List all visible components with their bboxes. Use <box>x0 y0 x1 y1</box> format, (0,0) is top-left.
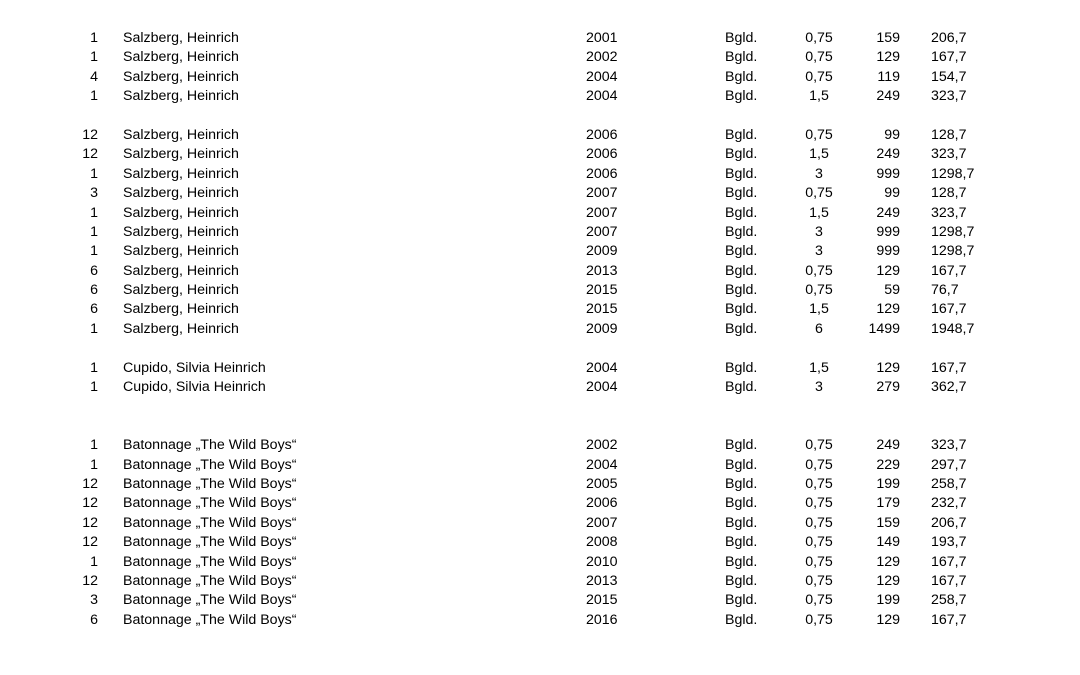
total-cell: 258,7 <box>931 592 967 609</box>
total-cell: 154,7 <box>931 68 967 85</box>
total-cell: 206,7 <box>931 514 967 531</box>
group-spacer <box>0 397 1080 416</box>
quantity-cell: 1 <box>90 49 98 66</box>
region-cell: Bgld. <box>725 49 758 66</box>
vintage-cell: 2010 <box>586 553 618 570</box>
price-cell: 999 <box>876 165 900 182</box>
wine-name-cell: Salzberg, Heinrich <box>123 49 239 66</box>
list-row <box>0 494 1080 513</box>
volume-cell: 0,75 <box>805 534 833 551</box>
region-cell: Bgld. <box>725 379 758 396</box>
price-cell: 119 <box>877 68 900 85</box>
vintage-cell: 2004 <box>586 68 618 85</box>
vintage-cell: 2006 <box>586 495 618 512</box>
region-cell: Bgld. <box>725 185 758 202</box>
region-cell: Bgld. <box>725 456 758 473</box>
price-cell: 99 <box>884 126 900 143</box>
price-cell: 149 <box>876 534 900 551</box>
list-row <box>0 514 1080 533</box>
list-row <box>0 87 1080 106</box>
wine-name-cell: Batonnage „The Wild Boys“ <box>123 456 297 473</box>
wine-name-cell: Salzberg, Heinrich <box>123 223 239 240</box>
total-cell: 76,7 <box>931 282 959 299</box>
volume-cell: 0,75 <box>805 514 833 531</box>
price-cell: 229 <box>876 456 900 473</box>
volume-cell: 0,75 <box>805 456 833 473</box>
quantity-cell: 1 <box>90 456 98 473</box>
vintage-cell: 2015 <box>586 592 618 609</box>
vintage-cell: 2016 <box>586 611 618 628</box>
vintage-cell: 2015 <box>586 282 618 299</box>
price-cell: 249 <box>876 88 900 105</box>
total-cell: 128,7 <box>931 126 967 143</box>
volume-cell: 1,5 <box>809 359 829 376</box>
list-row <box>0 204 1080 223</box>
quantity-cell: 1 <box>90 437 98 454</box>
price-cell: 159 <box>876 30 900 46</box>
quantity-cell: 1 <box>90 379 98 396</box>
region-cell: Bgld. <box>725 223 758 240</box>
wine-name-cell: Batonnage „The Wild Boys“ <box>123 475 297 492</box>
vintage-cell: 2005 <box>586 475 618 492</box>
volume-cell: 0,75 <box>805 126 833 143</box>
region-cell: Bgld. <box>725 126 758 143</box>
price-cell: 1499 <box>868 320 900 337</box>
price-cell: 129 <box>876 553 900 570</box>
quantity-cell: 6 <box>90 262 98 279</box>
volume-cell: 0,75 <box>805 49 833 66</box>
price-cell: 129 <box>876 262 900 279</box>
price-cell: 179 <box>876 495 900 512</box>
vintage-cell: 2001 <box>586 30 618 46</box>
list-row <box>0 300 1080 319</box>
volume-cell: 3 <box>815 223 823 240</box>
wine-name-cell: Salzberg, Heinrich <box>123 165 239 182</box>
price-cell: 249 <box>876 204 900 221</box>
list-row <box>0 475 1080 494</box>
wine-name-cell: Batonnage „The Wild Boys“ <box>123 437 297 454</box>
list-row <box>0 572 1080 591</box>
volume-cell: 0,75 <box>805 68 833 85</box>
vintage-cell: 2004 <box>586 379 618 396</box>
price-cell: 279 <box>876 379 900 396</box>
price-cell: 129 <box>876 611 900 628</box>
vintage-cell: 2015 <box>586 301 618 318</box>
price-cell: 249 <box>876 437 900 454</box>
total-cell: 258,7 <box>931 475 967 492</box>
wine-name-cell: Salzberg, Heinrich <box>123 282 239 299</box>
quantity-cell: 12 <box>82 495 98 512</box>
price-cell: 129 <box>876 572 900 589</box>
volume-cell: 6 <box>815 320 823 337</box>
volume-cell: 0,75 <box>805 185 833 202</box>
volume-cell: 0,75 <box>805 437 833 454</box>
quantity-cell: 1 <box>90 223 98 240</box>
total-cell: 323,7 <box>931 146 967 163</box>
price-cell: 99 <box>884 185 900 202</box>
volume-cell: 3 <box>815 165 823 182</box>
wine-name-cell: Batonnage „The Wild Boys“ <box>123 592 297 609</box>
volume-cell: 0,75 <box>805 572 833 589</box>
vintage-cell: 2002 <box>586 437 618 454</box>
vintage-cell: 2007 <box>586 185 618 202</box>
vintage-cell: 2002 <box>586 49 618 66</box>
region-cell: Bgld. <box>725 592 758 609</box>
volume-cell: 3 <box>815 243 823 260</box>
list-row <box>0 436 1080 455</box>
list-row <box>0 126 1080 145</box>
group-spacer <box>0 107 1080 126</box>
volume-cell: 0,75 <box>805 475 833 492</box>
vintage-cell: 2007 <box>586 223 618 240</box>
price-cell: 999 <box>876 243 900 260</box>
quantity-cell: 1 <box>90 204 98 221</box>
quantity-cell: 3 <box>90 185 98 202</box>
total-cell: 167,7 <box>931 553 967 570</box>
vintage-cell: 2004 <box>586 88 618 105</box>
quantity-cell: 6 <box>90 611 98 628</box>
volume-cell: 0,75 <box>805 30 833 46</box>
region-cell: Bgld. <box>725 243 758 260</box>
total-cell: 167,7 <box>931 611 967 628</box>
quantity-cell: 1 <box>90 359 98 376</box>
vintage-cell: 2006 <box>586 146 618 163</box>
volume-cell: 1,5 <box>809 88 829 105</box>
region-cell: Bgld. <box>725 204 758 221</box>
list-row <box>0 359 1080 378</box>
region-cell: Bgld. <box>725 475 758 492</box>
vintage-cell: 2007 <box>586 514 618 531</box>
region-cell: Bgld. <box>725 282 758 299</box>
list-row <box>0 262 1080 281</box>
list-row <box>0 242 1080 261</box>
total-cell: 167,7 <box>931 301 967 318</box>
total-cell: 1298,7 <box>931 165 975 182</box>
list-row <box>0 533 1080 552</box>
total-cell: 1298,7 <box>931 223 975 240</box>
total-cell: 206,7 <box>931 30 967 46</box>
quantity-cell: 12 <box>82 475 98 492</box>
quantity-cell: 1 <box>90 30 98 46</box>
total-cell: 167,7 <box>931 49 967 66</box>
vintage-cell: 2013 <box>586 572 618 589</box>
quantity-cell: 1 <box>90 320 98 337</box>
total-cell: 1298,7 <box>931 243 975 260</box>
price-cell: 129 <box>876 359 900 376</box>
list-row <box>0 145 1080 164</box>
wine-name-cell: Salzberg, Heinrich <box>123 30 239 46</box>
wine-name-cell: Salzberg, Heinrich <box>123 301 239 318</box>
region-cell: Bgld. <box>725 262 758 279</box>
volume-cell: 0,75 <box>805 282 833 299</box>
vintage-cell: 2004 <box>586 359 618 376</box>
region-cell: Bgld. <box>725 30 758 46</box>
wine-name-cell: Salzberg, Heinrich <box>123 126 239 143</box>
list-row <box>0 611 1080 630</box>
volume-cell: 0,75 <box>805 553 833 570</box>
wine-name-cell: Salzberg, Heinrich <box>123 185 239 202</box>
total-cell: 167,7 <box>931 572 967 589</box>
region-cell: Bgld. <box>725 68 758 85</box>
region-cell: Bgld. <box>725 88 758 105</box>
volume-cell: 1,5 <box>809 146 829 163</box>
total-cell: 323,7 <box>931 88 967 105</box>
price-cell: 129 <box>876 301 900 318</box>
wine-name-cell: Batonnage „The Wild Boys“ <box>123 534 297 551</box>
wine-name-cell: Cupido, Silvia Heinrich <box>123 379 266 396</box>
list-row <box>0 68 1080 87</box>
region-cell: Bgld. <box>725 165 758 182</box>
quantity-cell: 12 <box>82 534 98 551</box>
vintage-cell: 2007 <box>586 204 618 221</box>
total-cell: 1948,7 <box>931 320 975 337</box>
list-row <box>0 165 1080 184</box>
quantity-cell: 1 <box>90 553 98 570</box>
list-row <box>0 184 1080 203</box>
total-cell: 167,7 <box>931 262 967 279</box>
region-cell: Bgld. <box>725 611 758 628</box>
quantity-cell: 12 <box>82 126 98 143</box>
volume-cell: 0,75 <box>805 495 833 512</box>
wine-name-cell: Batonnage „The Wild Boys“ <box>123 514 297 531</box>
total-cell: 128,7 <box>931 185 967 202</box>
vintage-cell: 2006 <box>586 126 618 143</box>
quantity-cell: 1 <box>90 243 98 260</box>
volume-cell: 0,75 <box>805 262 833 279</box>
list-row <box>0 553 1080 572</box>
quantity-cell: 6 <box>90 282 98 299</box>
quantity-cell: 6 <box>90 301 98 318</box>
region-cell: Bgld. <box>725 572 758 589</box>
wine-name-cell: Batonnage „The Wild Boys“ <box>123 611 297 628</box>
region-cell: Bgld. <box>725 359 758 376</box>
list-row <box>0 223 1080 242</box>
total-cell: 193,7 <box>931 534 967 551</box>
wine-name-cell: Salzberg, Heinrich <box>123 262 239 279</box>
region-cell: Bgld. <box>725 320 758 337</box>
quantity-cell: 1 <box>90 88 98 105</box>
vintage-cell: 2004 <box>586 456 618 473</box>
quantity-cell: 3 <box>90 592 98 609</box>
region-cell: Bgld. <box>725 146 758 163</box>
vintage-cell: 2009 <box>586 243 618 260</box>
region-cell: Bgld. <box>725 534 758 551</box>
list-row <box>0 320 1080 339</box>
wine-name-cell: Batonnage „The Wild Boys“ <box>123 572 297 589</box>
price-cell: 59 <box>884 282 900 299</box>
price-cell: 129 <box>876 49 900 66</box>
wine-name-cell: Batonnage „The Wild Boys“ <box>123 495 297 512</box>
vintage-cell: 2006 <box>586 165 618 182</box>
wine-name-cell: Salzberg, Heinrich <box>123 204 239 221</box>
volume-cell: 3 <box>815 379 823 396</box>
region-cell: Bgld. <box>725 553 758 570</box>
group-spacer <box>0 339 1080 358</box>
vintage-cell: 2008 <box>586 534 618 551</box>
volume-cell: 0,75 <box>805 592 833 609</box>
quantity-cell: 12 <box>82 514 98 531</box>
region-cell: Bgld. <box>725 495 758 512</box>
wine-name-cell: Salzberg, Heinrich <box>123 320 239 337</box>
list-row <box>0 456 1080 475</box>
wine-name-cell: Salzberg, Heinrich <box>123 243 239 260</box>
price-cell: 999 <box>876 223 900 240</box>
quantity-cell: 4 <box>90 68 98 85</box>
list-row <box>0 48 1080 67</box>
list-row <box>0 281 1080 300</box>
list-row <box>0 29 1080 48</box>
quantity-cell: 12 <box>82 572 98 589</box>
region-cell: Bgld. <box>725 514 758 531</box>
total-cell: 323,7 <box>931 437 967 454</box>
quantity-cell: 1 <box>90 165 98 182</box>
list-row <box>0 591 1080 610</box>
total-cell: 297,7 <box>931 456 967 473</box>
group-spacer <box>0 417 1080 436</box>
vintage-cell: 2013 <box>586 262 618 279</box>
vintage-cell: 2009 <box>586 320 618 337</box>
wine-list <box>0 29 1080 630</box>
price-cell: 159 <box>876 514 900 531</box>
volume-cell: 1,5 <box>809 204 829 221</box>
wine-name-cell: Cupido, Silvia Heinrich <box>123 359 266 376</box>
price-cell: 249 <box>876 146 900 163</box>
quantity-cell: 12 <box>82 146 98 163</box>
wine-name-cell: Salzberg, Heinrich <box>123 146 239 163</box>
region-cell: Bgld. <box>725 437 758 454</box>
total-cell: 232,7 <box>931 495 967 512</box>
volume-cell: 0,75 <box>805 611 833 628</box>
total-cell: 362,7 <box>931 379 967 396</box>
wine-name-cell: Batonnage „The Wild Boys“ <box>123 553 297 570</box>
region-cell: Bgld. <box>725 301 758 318</box>
list-row <box>0 378 1080 397</box>
wine-name-cell: Salzberg, Heinrich <box>123 88 239 105</box>
total-cell: 167,7 <box>931 359 967 376</box>
price-cell: 199 <box>876 475 900 492</box>
total-cell: 323,7 <box>931 204 967 221</box>
price-cell: 199 <box>876 592 900 609</box>
volume-cell: 1,5 <box>809 301 829 318</box>
wine-name-cell: Salzberg, Heinrich <box>123 68 239 85</box>
